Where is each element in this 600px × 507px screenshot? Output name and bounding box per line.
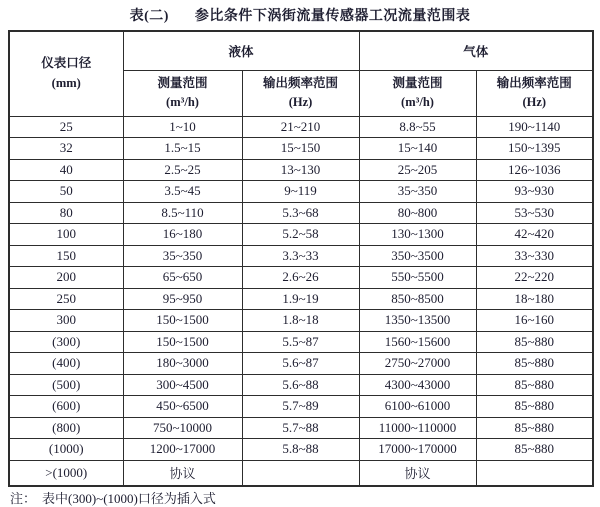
cell-gas-measure-range: 1560~15600 xyxy=(359,331,476,353)
cell-gas-measure-range: 6100~61000 xyxy=(359,396,476,418)
cell-gas-frequency-range: 85~880 xyxy=(476,353,593,375)
cell-gas-frequency-range: 85~880 xyxy=(476,396,593,418)
cell-gas-measure-range: 130~1300 xyxy=(359,224,476,246)
cell-liquid-frequency-range: 3.3~33 xyxy=(242,245,359,267)
table-row xyxy=(9,181,593,203)
cell-liquid-frequency-range: 5.3~68 xyxy=(242,202,359,224)
cell-gas-measure-range: 550~5500 xyxy=(359,267,476,289)
header-cell-gas-measure-range xyxy=(359,70,476,116)
cell-liquid-frequency-range: 15~150 xyxy=(242,138,359,160)
cell-diameter: 300 xyxy=(9,310,123,332)
cell-diameter: 200 xyxy=(9,267,123,289)
cell-liquid-frequency-range: 5.6~87 xyxy=(242,353,359,375)
cell-liquid-frequency-range: 9~119 xyxy=(242,181,359,203)
cell-gas-frequency-range: 85~880 xyxy=(476,439,593,461)
cell-liquid-frequency-range: 5.7~88 xyxy=(242,417,359,439)
table-row xyxy=(9,138,593,160)
cell-gas-frequency-range: 85~880 xyxy=(476,374,593,396)
cell-diameter: (800) xyxy=(9,417,123,439)
cell-liquid-measure-range: 450~6500 xyxy=(123,396,242,418)
table-row xyxy=(9,439,593,461)
cell-liquid-measure-range: 150~1500 xyxy=(123,310,242,332)
cell-diameter: >(1000) xyxy=(9,460,123,486)
header-cell-liquid-frequency-range xyxy=(242,70,359,116)
subheader-unit: (m³/h) xyxy=(166,95,199,109)
cell-liquid-frequency-range: 1.9~19 xyxy=(242,288,359,310)
table-title xyxy=(0,5,600,25)
diameter-unit: (mm) xyxy=(51,75,81,90)
cell-gas-frequency-range: 42~420 xyxy=(476,224,593,246)
cell-gas-frequency-range: 22~220 xyxy=(476,267,593,289)
cell-gas-frequency-range xyxy=(476,460,593,486)
footnote-text: 表中(300)~(1000)口径为插入式 xyxy=(42,491,216,506)
cell-gas-frequency-range: 126~1036 xyxy=(476,159,593,181)
cell-diameter: (600) xyxy=(9,396,123,418)
cell-gas-frequency-range: 85~880 xyxy=(476,417,593,439)
cell-gas-measure-range: 2750~27000 xyxy=(359,353,476,375)
cell-liquid-measure-range: 2.5~25 xyxy=(123,159,242,181)
header-cell-liquid: 液体 xyxy=(123,31,359,70)
table-row xyxy=(9,202,593,224)
cell-diameter: 80 xyxy=(9,202,123,224)
cell-gas-measure-range: 350~3500 xyxy=(359,245,476,267)
cell-liquid-measure-range: 180~3000 xyxy=(123,353,242,375)
cell-gas-measure-range: 8.8~55 xyxy=(359,116,476,138)
table-row xyxy=(9,417,593,439)
cell-gas-measure-range: 11000~110000 xyxy=(359,417,476,439)
cell-diameter: 150 xyxy=(9,245,123,267)
cell-liquid-frequency-range: 1.8~18 xyxy=(242,310,359,332)
subheader-unit: (m³/h) xyxy=(401,95,434,109)
table-row xyxy=(9,288,593,310)
table-title-text: 参比条件下涡街流量传感器工况流量范围表 xyxy=(194,9,471,24)
cell-diameter: (500) xyxy=(9,374,123,396)
header-cell-gas: 气体 xyxy=(359,31,593,70)
cell-gas-measure-range: 1350~13500 xyxy=(359,310,476,332)
cell-liquid-frequency-range: 21~210 xyxy=(242,116,359,138)
header-cell-gas-frequency-range xyxy=(476,70,593,116)
table-row xyxy=(9,224,593,246)
cell-gas-frequency-range: 18~180 xyxy=(476,288,593,310)
cell-gas-measure-range: 15~140 xyxy=(359,138,476,160)
cell-liquid-frequency-range: 13~130 xyxy=(242,159,359,181)
cell-gas-frequency-range: 16~160 xyxy=(476,310,593,332)
header-row-groups xyxy=(9,31,593,70)
table-header xyxy=(9,31,593,116)
cell-liquid-measure-range: 16~180 xyxy=(123,224,242,246)
cell-diameter: 100 xyxy=(9,224,123,246)
subheader-unit: (Hz) xyxy=(288,95,313,109)
table-row xyxy=(9,159,593,181)
cell-gas-measure-range: 850~8500 xyxy=(359,288,476,310)
subheader-label: 测量范围 xyxy=(157,75,208,90)
cell-gas-measure-range: 17000~170000 xyxy=(359,439,476,461)
table-title-number: 表(二) xyxy=(129,9,169,24)
cell-liquid-measure-range: 150~1500 xyxy=(123,331,242,353)
table-row xyxy=(9,374,593,396)
cell-gas-measure-range: 35~350 xyxy=(359,181,476,203)
cell-diameter: 25 xyxy=(9,116,123,138)
cell-diameter: 40 xyxy=(9,159,123,181)
table-row xyxy=(9,267,593,289)
cell-liquid-frequency-range: 5.7~89 xyxy=(242,396,359,418)
header-cell-diameter xyxy=(9,31,123,116)
cell-liquid-measure-range: 1.5~15 xyxy=(123,138,242,160)
cell-liquid-frequency-range: 2.6~26 xyxy=(242,267,359,289)
cell-gas-frequency-range: 150~1395 xyxy=(476,138,593,160)
cell-diameter: (300) xyxy=(9,331,123,353)
cell-diameter: 32 xyxy=(9,138,123,160)
cell-liquid-measure-range: 35~350 xyxy=(123,245,242,267)
cell-gas-frequency-range: 53~530 xyxy=(476,202,593,224)
table-row xyxy=(9,353,593,375)
cell-liquid-measure-range: 8.5~110 xyxy=(123,202,242,224)
table-row xyxy=(9,310,593,332)
cell-gas-measure-range: 25~205 xyxy=(359,159,476,181)
subheader-label: 测量范围 xyxy=(392,75,443,90)
table-row xyxy=(9,396,593,418)
cell-diameter: 250 xyxy=(9,288,123,310)
cell-gas-frequency-range: 85~880 xyxy=(476,331,593,353)
footnote xyxy=(10,488,216,507)
subheader-unit: (Hz) xyxy=(522,95,547,109)
cell-diameter: (1000) xyxy=(9,439,123,461)
cell-gas-measure-range: 协议 xyxy=(359,460,476,486)
cell-gas-measure-range: 80~800 xyxy=(359,202,476,224)
cell-liquid-measure-range: 1~10 xyxy=(123,116,242,138)
cell-liquid-measure-range: 750~10000 xyxy=(123,417,242,439)
table-row xyxy=(9,245,593,267)
cell-liquid-frequency-range: 5.5~87 xyxy=(242,331,359,353)
table-body xyxy=(9,116,593,486)
diameter-label: 仪表口径 xyxy=(41,56,92,71)
footnote-label: 注： xyxy=(10,491,37,506)
cell-liquid-measure-range: 300~4500 xyxy=(123,374,242,396)
cell-liquid-measure-range: 协议 xyxy=(123,460,242,486)
table-row xyxy=(9,460,593,486)
cell-liquid-measure-range: 65~650 xyxy=(123,267,242,289)
cell-liquid-frequency-range xyxy=(242,460,359,486)
cell-liquid-measure-range: 95~950 xyxy=(123,288,242,310)
cell-diameter: (400) xyxy=(9,353,123,375)
cell-gas-frequency-range: 93~930 xyxy=(476,181,593,203)
cell-liquid-measure-range: 3.5~45 xyxy=(123,181,242,203)
cell-diameter: 50 xyxy=(9,181,123,203)
table-row xyxy=(9,331,593,353)
flow-range-table xyxy=(8,30,594,487)
cell-gas-frequency-range: 33~330 xyxy=(476,245,593,267)
table-row xyxy=(9,116,593,138)
cell-liquid-frequency-range: 5.8~88 xyxy=(242,439,359,461)
header-cell-liquid-measure-range xyxy=(123,70,242,116)
cell-gas-measure-range: 4300~43000 xyxy=(359,374,476,396)
subheader-label: 输出频率范围 xyxy=(263,75,339,90)
cell-liquid-frequency-range: 5.6~88 xyxy=(242,374,359,396)
cell-liquid-frequency-range: 5.2~58 xyxy=(242,224,359,246)
cell-liquid-measure-range: 1200~17000 xyxy=(123,439,242,461)
subheader-label: 输出频率范围 xyxy=(496,75,572,90)
cell-gas-frequency-range: 190~1140 xyxy=(476,116,593,138)
